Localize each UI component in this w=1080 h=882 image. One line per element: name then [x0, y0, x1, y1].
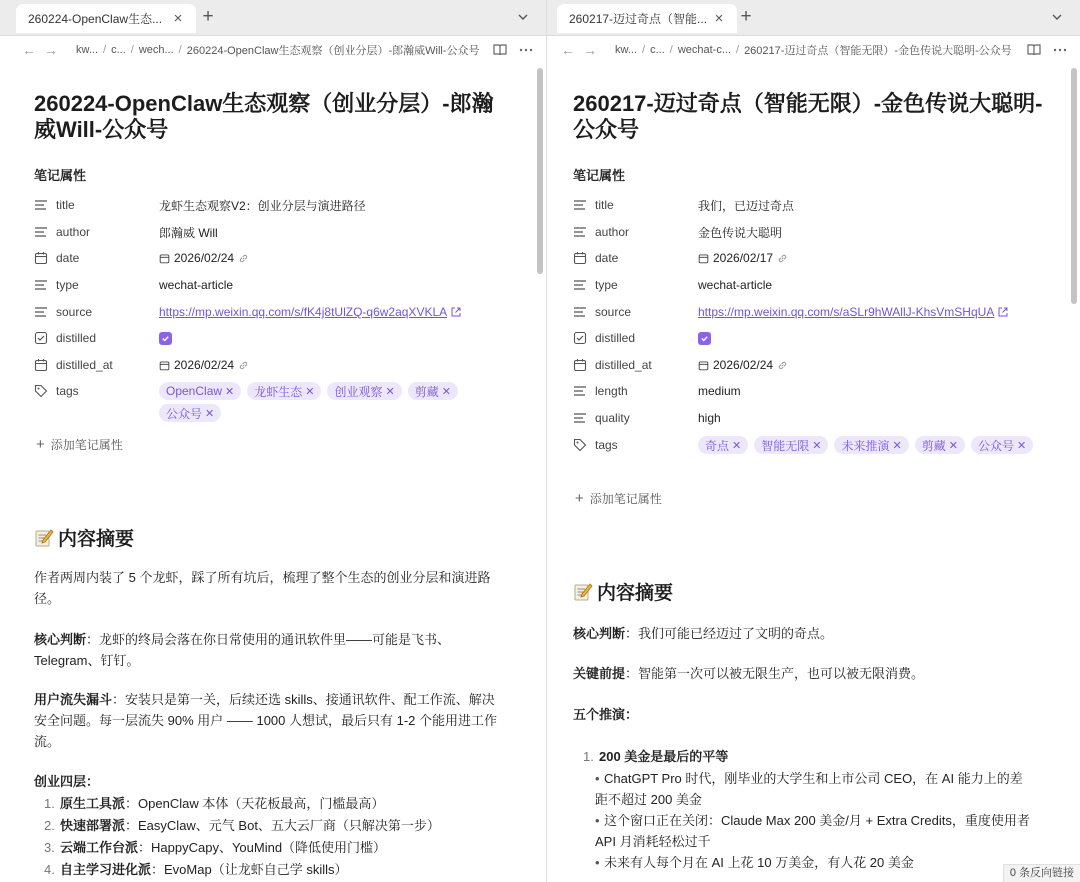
summary-heading: 内容摘要 [573, 578, 673, 605]
property-distilled[interactable] [34, 328, 504, 348]
note-title: 260224-OpenClaw生态观察（创业分层）-郎瀚威Will-公众号 [34, 91, 494, 142]
calendar-icon [573, 251, 587, 265]
property-value[interactable] [698, 358, 788, 372]
bullet-item: • ChatGPT Pro 时代，刚毕业的大学生和上市公司 CEO，在 AI 能力上的差距不超过 200 美金 [595, 771, 1023, 807]
breadcrumb-item[interactable]: kw... [615, 44, 638, 56]
scrollbar[interactable] [536, 64, 544, 882]
property-length[interactable] [573, 381, 1043, 401]
calendar-icon [698, 253, 709, 264]
new-tab-icon[interactable]: + [740, 6, 752, 27]
date-value: 2026/02/17 [713, 251, 774, 265]
breadcrumb-current[interactable]: 260224-OpenClaw生态观察（创业分层）-郎瀚威Will-公众号 [186, 45, 480, 57]
text-lines-icon [573, 411, 587, 425]
close-icon[interactable]: × [173, 9, 183, 27]
property-source[interactable] [34, 302, 504, 322]
property-value[interactable]: medium [698, 384, 741, 398]
property-quality[interactable] [573, 408, 1043, 428]
calendar-icon [34, 358, 48, 372]
add-property-button[interactable]: + 添加笔记属性 [36, 436, 123, 453]
property-key: title [595, 198, 614, 212]
property-key: type [595, 278, 618, 292]
tab-active[interactable] [16, 4, 196, 33]
tag-pill[interactable]: OpenClaw ✕ [159, 382, 241, 400]
list-item: 1. 原生工具派：OpenClaw 本体（天花板最高，门槛最高） [44, 796, 385, 811]
property-value[interactable]: 龙虾生态观察V2：创业分层与演进路径 [159, 198, 366, 213]
distilled-checkbox[interactable] [698, 332, 711, 345]
memo-icon [34, 528, 54, 548]
nav-bar [547, 36, 1080, 64]
tag-pill[interactable]: 剪藏 ✕ [915, 436, 965, 454]
property-type[interactable] [573, 275, 1043, 295]
calendar-icon [159, 253, 170, 264]
tab-active[interactable] [557, 4, 737, 33]
property-distilled-at[interactable] [34, 355, 504, 375]
tag-icon [34, 384, 48, 398]
tag-pill[interactable]: 奇点 ✕ [698, 436, 748, 454]
close-icon[interactable]: ✕ [205, 407, 215, 420]
calendar-icon [34, 251, 48, 265]
summary-intro: 作者两周内装了 5 个龙虾，踩了所有坑后，梳理了整个生态的创业分层和演进路径。 [34, 570, 491, 606]
text-lines-icon [573, 198, 587, 212]
key-premise: 关键前提：智能第一次可以被无限生产，也可以被无限消费。 [573, 666, 925, 681]
tab-bar [547, 0, 1080, 36]
date-value: 2026/02/24 [174, 251, 235, 265]
text-lines-icon [34, 278, 48, 292]
date-value: 2026/02/24 [713, 358, 774, 372]
core-judgment: 核心判断：龙虾的终局会落在你日常使用的通讯软件里——可能是飞书、Telegram、钉钉。 [34, 632, 451, 668]
link-icon[interactable] [238, 360, 249, 371]
reading-mode-icon[interactable] [492, 42, 508, 58]
property-key: title [56, 198, 75, 212]
property-value[interactable]: 我们，已迈过奇点 [698, 198, 795, 213]
date-value: 2026/02/24 [174, 358, 235, 372]
nav-bar [0, 36, 546, 64]
property-value[interactable] [698, 251, 788, 265]
breadcrumb-item[interactable]: c... [650, 44, 665, 56]
tag-pill[interactable]: 龙虾生态 ✕ [247, 382, 321, 400]
distilled-checkbox[interactable] [159, 332, 172, 345]
property-key: tags [56, 384, 79, 398]
more-options-icon[interactable] [518, 42, 534, 58]
property-value[interactable] [159, 358, 249, 372]
property-author[interactable] [573, 222, 1043, 242]
close-icon[interactable]: ✕ [225, 385, 235, 398]
deductions-heading: 五个推演： [573, 707, 639, 722]
new-tab-icon[interactable]: + [202, 6, 214, 27]
property-type[interactable] [34, 275, 504, 295]
breadcrumb: kw... / c... / wech... / 260224-OpenClaw生态观察（创业分层）-郎瀚威Will-公众号 [76, 44, 480, 57]
tag-pill[interactable]: 智能无限 ✕ [754, 436, 828, 454]
properties-heading: 笔记属性 [34, 168, 87, 183]
property-value[interactable]: high [698, 411, 721, 425]
tag-icon [573, 438, 587, 452]
list-item: 3. 云端工作台派：HappyCapy、YouMind（降低使用门槛） [44, 840, 387, 855]
property-key: author [56, 225, 91, 239]
close-icon[interactable]: ✕ [441, 385, 451, 398]
tag-pill[interactable]: 公众号 ✕ [971, 436, 1033, 454]
more-options-icon[interactable] [1052, 42, 1068, 58]
breadcrumb-item[interactable]: c... [111, 44, 126, 56]
tag-pill[interactable]: 剪藏 ✕ [408, 382, 458, 400]
property-value[interactable]: 郎瀚威 Will [159, 225, 218, 240]
property-key: source [56, 305, 93, 319]
bullet-item: • 未来有人每个月在 AI 上花 10 万美金，有人花 20 美金 [595, 855, 914, 870]
property-distilled[interactable] [573, 328, 1043, 348]
tag-pill[interactable]: 公众号 ✕ [159, 404, 221, 422]
property-value[interactable]: 金色传说大聪明 [698, 225, 783, 240]
list-item: 2. 快速部署派：EasyClaw、元气 Bot、五大云厂商（只解决第一步） [44, 818, 440, 833]
close-icon[interactable]: ✕ [948, 439, 958, 452]
memo-icon [573, 582, 593, 602]
close-icon[interactable]: ✕ [812, 439, 822, 452]
calendar-icon [159, 360, 170, 371]
breadcrumb: kw... / c... / wechat-c... / 260217-迈过奇点（智能无限）-金色传说大聪明-公众号 [615, 44, 1012, 57]
property-key: date [56, 251, 80, 265]
reading-mode-icon[interactable] [1026, 42, 1042, 58]
plus-icon: + [36, 436, 45, 453]
right-pane [547, 0, 1080, 882]
tab-title: 260224-OpenClaw生态... [28, 12, 163, 26]
layers-heading: 创业四层： [34, 774, 100, 789]
forward-arrow-icon[interactable]: → [44, 42, 58, 58]
property-key: distilled [56, 331, 97, 345]
backlinks-count[interactable]: 0 条反向链接 [1003, 864, 1080, 882]
forward-arrow-icon[interactable]: → [583, 42, 597, 58]
back-arrow-icon[interactable]: ← [22, 42, 36, 58]
property-key: type [56, 278, 79, 292]
calendar-icon [698, 360, 709, 371]
text-lines-icon [573, 305, 587, 319]
link-icon[interactable] [777, 253, 788, 264]
summary-heading: 内容摘要 [34, 524, 134, 551]
plus-icon: + [575, 490, 584, 507]
property-key: source [595, 305, 632, 319]
property-key: length [595, 384, 628, 398]
text-lines-icon [573, 225, 587, 239]
close-icon[interactable]: ✕ [892, 439, 902, 452]
list-item: 4. 自主学习进化派：EvoMap（让龙虾自己学 skills） [44, 862, 348, 877]
close-icon[interactable]: ✕ [385, 385, 395, 398]
external-link-icon[interactable] [998, 307, 1008, 317]
checkbox-icon [34, 331, 48, 345]
property-distilled-at[interactable] [573, 355, 1043, 375]
tag-list-row-2 [159, 404, 227, 422]
property-value[interactable] [159, 251, 249, 265]
property-key: author [595, 225, 630, 239]
scrollbar[interactable] [1070, 64, 1078, 882]
property-key: date [595, 251, 619, 265]
link-icon[interactable] [238, 253, 249, 264]
scrollbar-thumb[interactable] [1071, 68, 1077, 304]
source-link[interactable]: https://mp.weixin.qq.com/s/fK4j8tUlZQ-q6w2aqXVKLA [159, 305, 448, 319]
close-icon[interactable]: ✕ [732, 439, 742, 452]
tag-pill[interactable]: 未来推演 ✕ [834, 436, 908, 454]
user-funnel: 用户流失漏斗：安装只是第一关，后续还选 skills、接通讯软件、配工作流、解决安全问题。每一层流失 90% 用户 —— 1000 人想试，最后只有 1-2 个能用进工作流。 [34, 692, 498, 749]
property-author[interactable] [34, 222, 504, 242]
tag-list [698, 436, 1039, 454]
core-judgment: 核心判断：我们可能已经迈过了文明的奇点。 [573, 626, 834, 641]
breadcrumb-item[interactable]: wechat-c... [677, 44, 731, 56]
external-link-icon[interactable] [451, 307, 461, 317]
link-icon[interactable] [777, 360, 788, 371]
text-lines-icon [573, 278, 587, 292]
property-key: quality [595, 411, 630, 425]
properties-heading: 笔记属性 [573, 168, 626, 183]
property-key: tags [595, 438, 618, 452]
list-item: 1. 200 美金是最后的平等 [583, 749, 729, 764]
add-property-button[interactable]: + 添加笔记属性 [575, 490, 662, 507]
tag-pill[interactable]: 创业观察 ✕ [327, 382, 401, 400]
property-value[interactable] [159, 305, 461, 319]
close-icon[interactable]: × [714, 9, 724, 27]
text-lines-icon [34, 225, 48, 239]
property-key: distilled_at [56, 358, 113, 372]
source-link[interactable]: https://mp.weixin.qq.com/s/aSLr9hWAllJ-KhsVmSHqUA [698, 305, 995, 319]
breadcrumb-item[interactable]: kw... [76, 44, 99, 56]
close-icon[interactable]: ✕ [305, 385, 315, 398]
chevron-down-icon[interactable] [516, 10, 530, 24]
close-icon[interactable]: ✕ [1016, 439, 1027, 452]
tab-title: 260217-迈过奇点（智能... [569, 12, 708, 26]
property-date[interactable] [573, 248, 1043, 268]
breadcrumb-item[interactable]: wech... [138, 44, 174, 56]
bullet-item: • 这个窗口正在关闭：Claude Max 200 美金/月 + Extra Credits，重度使用者 API 月消耗轻松过千 [595, 813, 1030, 849]
text-lines-icon [573, 384, 587, 398]
property-key: distilled_at [595, 358, 652, 372]
property-key: distilled [595, 331, 636, 345]
property-value[interactable]: wechat-article [698, 278, 773, 292]
checkbox-icon [573, 331, 587, 345]
text-lines-icon [34, 305, 48, 319]
chevron-down-icon[interactable] [1050, 10, 1064, 24]
calendar-icon [573, 358, 587, 372]
note-title: 260217-迈过奇点（智能无限）-金色传说大聪明-公众号 [573, 91, 1043, 142]
property-title[interactable] [34, 195, 504, 215]
scrollbar-thumb[interactable] [537, 68, 543, 274]
breadcrumb-current[interactable]: 260217-迈过奇点（智能无限）-金色传说大聪明-公众号 [744, 45, 1012, 57]
property-source[interactable] [573, 302, 1043, 322]
property-title[interactable] [573, 195, 1043, 215]
tab-bar [0, 0, 546, 36]
back-arrow-icon[interactable]: ← [561, 42, 575, 58]
property-value[interactable] [698, 305, 1008, 319]
property-date[interactable] [34, 248, 504, 268]
tag-list [159, 382, 464, 400]
text-lines-icon [34, 198, 48, 212]
property-value[interactable]: wechat-article [159, 278, 234, 292]
